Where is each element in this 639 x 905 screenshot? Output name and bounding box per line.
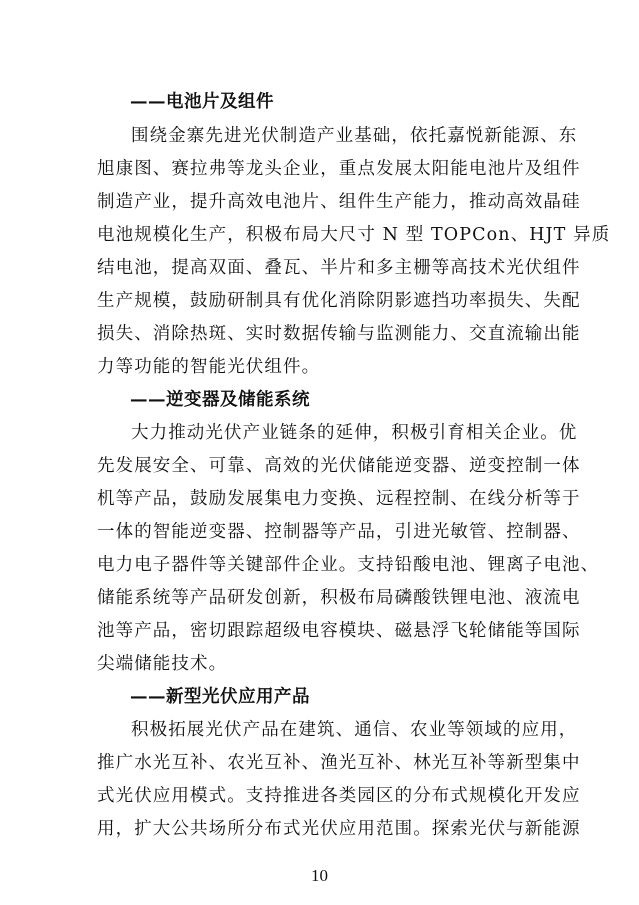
paragraph-line: 积极拓展光伏产品在建筑、通信、农业等领域的应用， xyxy=(131,720,578,740)
paragraph-line: 一体的智能逆变器、控制器等产品，引进光敏管、控制器、 xyxy=(97,522,581,542)
section-heading-new-pv-applications: ——新型光伏应用产品 xyxy=(130,687,310,707)
paragraph-line: 旭康图、赛拉弗等龙头企业，重点发展太阳能电池片及组件 xyxy=(97,159,581,179)
paragraph-line: 先发展安全、可靠、高效的光伏储能逆变器、逆变控制一体 xyxy=(97,456,581,476)
paragraph-line: 制造产业，提升高效电池片、组件生产能力，推动高效晶硅 xyxy=(97,192,581,212)
paragraph-line: 池等产品，密切跟踪超级电容模块、磁悬浮飞轮储能等国际 xyxy=(97,621,581,641)
page-number: 10 xyxy=(311,866,328,885)
paragraph-line: 储能系统等产品研发创新，积极布局磷酸铁锂电池、液流电 xyxy=(97,588,581,608)
paragraph-line: 机等产品，鼓励发展集电力变换、远程控制、在线分析等于 xyxy=(97,489,581,509)
paragraph-line: 生产规模，鼓励研制具有优化消除阴影遮挡功率损失、失配 xyxy=(97,291,581,311)
paragraph-line: 电力电子器件等关键部件企业。支持铅酸电池、锂离子电池、 xyxy=(97,555,600,575)
paragraph-line: 大力推动光伏产业链条的延伸，积极引育相关企业。优 xyxy=(131,423,578,443)
paragraph-line: 式光伏应用模式。支持推进各类园区的分布式规模化开发应 xyxy=(97,786,581,806)
paragraph-line: 结电池，提高双面、叠瓦、半片和多主栅等高技术光伏组件 xyxy=(97,258,581,278)
paragraph-line: 损失、消除热斑、实时数据传输与监测能力、交直流输出能 xyxy=(97,324,581,344)
paragraph-line: 围绕金寨先进光伏制造产业基础，依托嘉悦新能源、东 xyxy=(131,126,578,146)
paragraph-line: 电池规模化生产，积极布局大尺寸 N 型 TOPCon、HJT 异质 xyxy=(97,225,611,245)
paragraph-line: 尖端储能技术。 xyxy=(97,654,228,674)
paragraph-line: 力等功能的智能光伏组件。 xyxy=(97,357,321,377)
paragraph-line: 用，扩大公共场所分布式光伏应用范围。探索光伏与新能源 xyxy=(97,819,581,839)
section-heading-cells-modules: ——电池片及组件 xyxy=(130,92,274,112)
section-heading-inverters-storage: ——逆变器及储能系统 xyxy=(130,390,310,410)
paragraph-line: 推广水光互补、农光互补、渔光互补、林光互补等新型集中 xyxy=(97,753,581,773)
